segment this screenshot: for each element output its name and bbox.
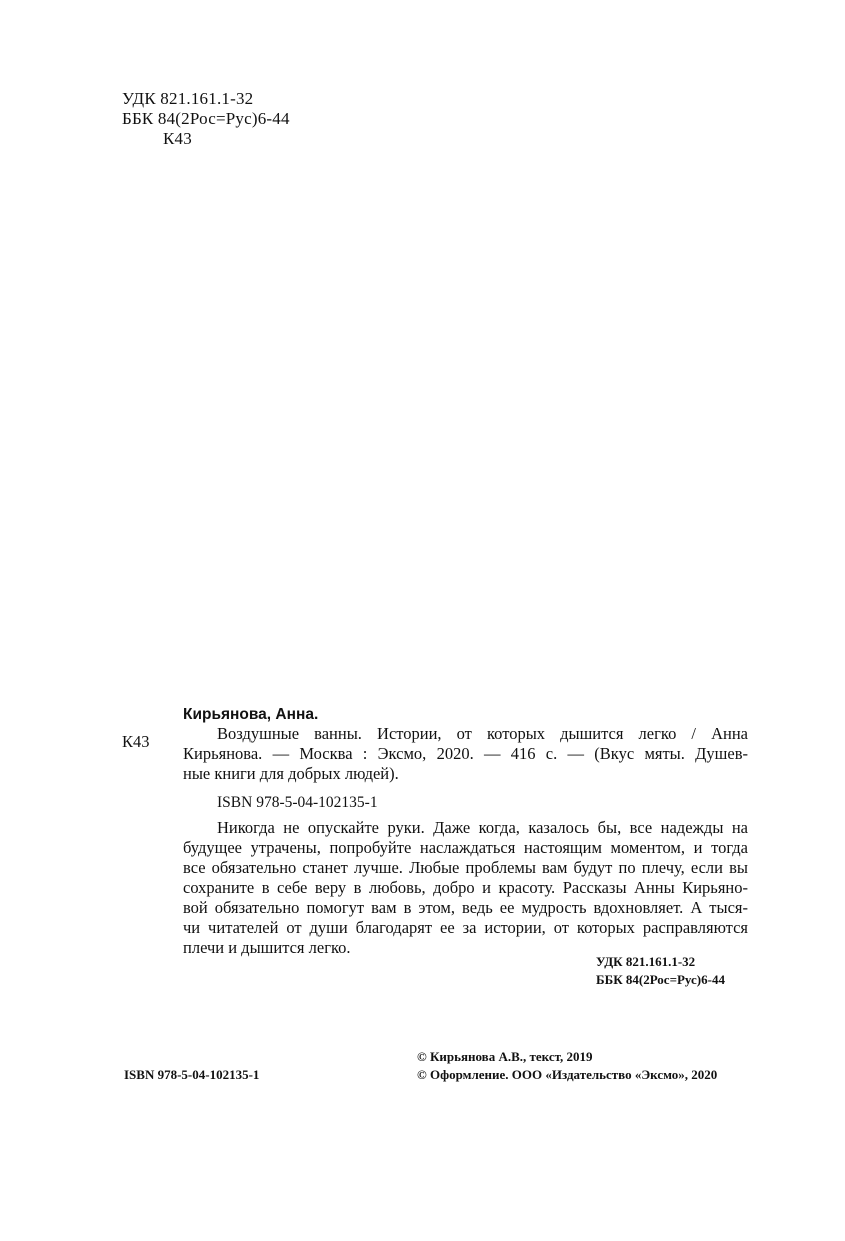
annotation-line: сохраните в себе веру в любовь, добро и красоту. Рассказы Анны Кирьяно- xyxy=(183,878,748,897)
copyright-text: © Кирьянова А.В., текст, 2019 xyxy=(417,1049,593,1064)
annotation-line: все обязательно станет лучше. Любые проблемы вам будут по плечу, если вы xyxy=(183,858,748,877)
catalog-udk-code: УДК 821.161.1-32 xyxy=(596,954,696,969)
description-line: ные книги для добрых людей). xyxy=(183,764,399,783)
annotation-line: будущее утрачены, попробуйте наслаждаться настоящим моментом, и тогда xyxy=(183,838,748,857)
top-bbk-code: ББК 84(2Рос=Рус)6-44 xyxy=(122,109,290,128)
description-line: Кирьянова. — Москва : Эксмо, 2020. — 416 с. — (Вкус мяты. Душев- xyxy=(183,744,748,763)
footer-isbn: ISBN 978-5-04-102135-1 xyxy=(124,1067,260,1082)
catalog-description xyxy=(183,724,748,784)
catalog-annotation xyxy=(183,818,748,958)
top-author-sign: К43 xyxy=(163,129,192,148)
description-line: Воздушные ванны. Истории, от которых дышится легко / Анна xyxy=(217,724,748,743)
annotation-line: вой обязательно помогут вам в этом, ведь ее мудрость вдохновляет. А тыся- xyxy=(183,898,748,917)
catalog-isbn: ISBN 978-5-04-102135-1 xyxy=(217,794,378,811)
annotation-line: плечи и дышится легко. xyxy=(183,938,351,957)
top-udk-code: УДК 821.161.1-32 xyxy=(122,89,254,108)
catalog-bbk-code: ББК 84(2Рос=Рус)6-44 xyxy=(596,972,725,987)
catalog-author-sign: К43 xyxy=(122,732,150,751)
copyright-design: © Оформление. ООО «Издательство «Эксмо», 2020 xyxy=(417,1067,718,1082)
annotation-line: чи читателей от души благодарят ее за истории, от которых расправляются xyxy=(183,918,748,937)
catalog-author: Кирьянова, Анна. xyxy=(183,706,319,723)
annotation-line: Никогда не опускайте руки. Даже когда, казалось бы, все надежды на xyxy=(217,818,748,837)
